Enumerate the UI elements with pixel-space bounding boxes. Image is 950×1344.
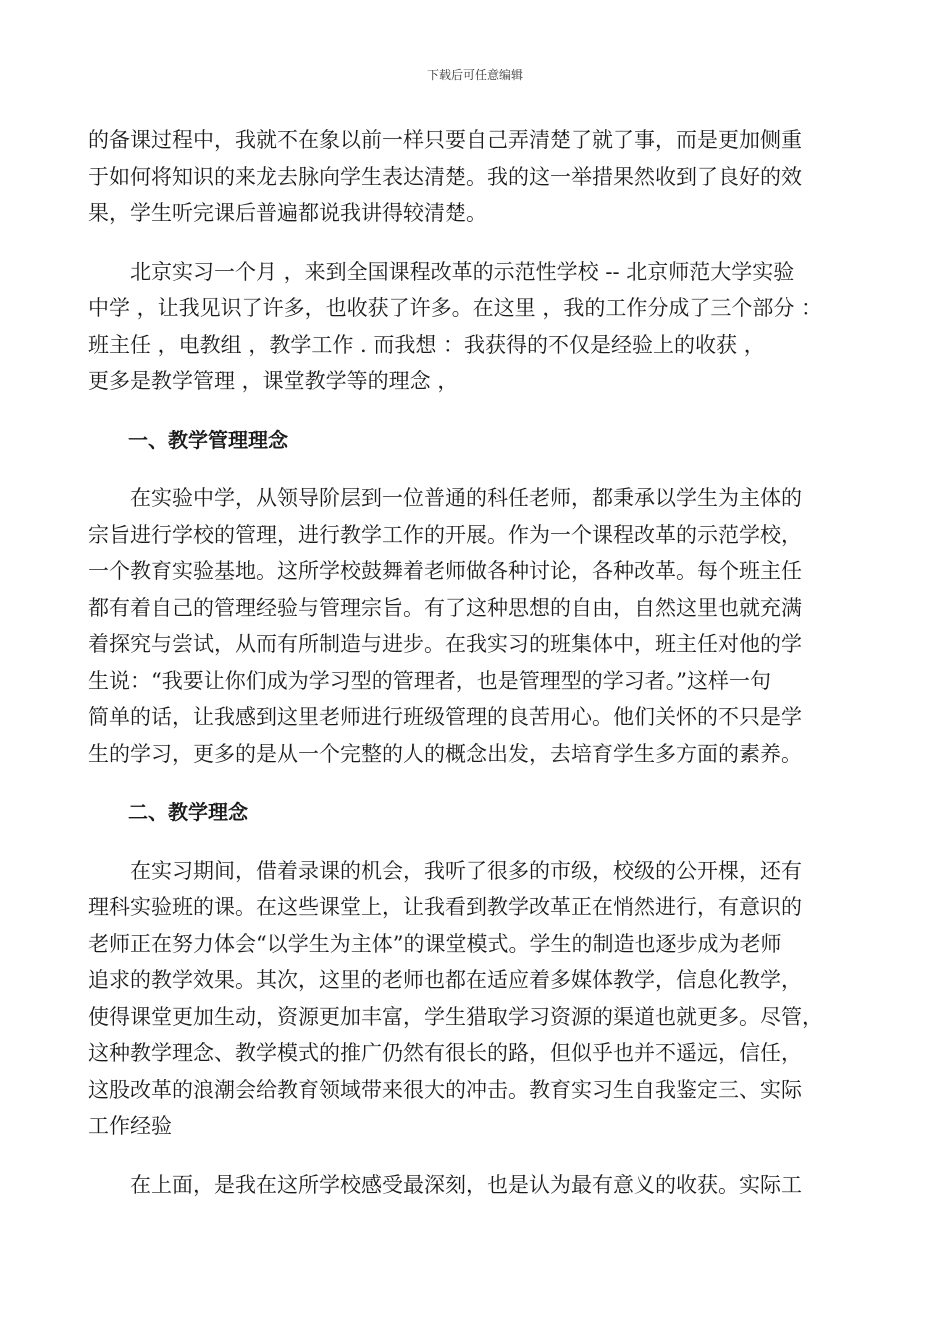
text-line: 宗旨进行学校的管理，进行教学工作的开展。作为一个课程改革的示范学校， (88, 522, 802, 547)
paragraph-2 (88, 254, 878, 400)
text-line: 生说：“我要让你们成为学习型的管理者，也是管理型的学习者。”这样一句 (88, 668, 771, 693)
text-line: 一个教育实验基地。这所学校鼓舞着老师做各种讨论，各种改革。每个班主任 (88, 559, 802, 583)
text-line: 的备课过程中，我就不在象以前一样只要自己弄清楚了就了事，而是更加侧重 (88, 128, 802, 152)
text-line: 于如何将知识的来龙去脉向学生表达清楚。我的这一举措果然收到了良好的效 (88, 164, 802, 189)
text-line: 生的学习，更多的是从一个完整的人的概念出发，去培育学生多方面的素养。 (88, 741, 802, 766)
paragraph-3 (88, 480, 878, 772)
text-line: 在上面，是我在这所学校感受最深刻，也是认为最有意义的收获。实际工 (88, 1172, 802, 1197)
text-line: 这股改革的浪潮会给教育领域带来很大的冲击。教育实习生自我鉴定三、实际 (88, 1077, 802, 1102)
text-line: 老师正在努力体会“以学生为主体”的课堂模式。学生的制造也逐步成为老师 (88, 931, 782, 956)
text-line: 中学 ，让我见识了许多，也收获了许多。在这里 ，我的工作分成了三个部分 ： (88, 296, 823, 320)
text-line: 理科实验班的课。在这些课堂上，让我看到教学改革正在悄然进行，有意识的 (88, 895, 802, 919)
section-heading-2: 二、教学理念 (88, 800, 248, 824)
text-line: 都有着自己的管理经验与管理宗旨。有了这种思想的自由，自然这里也就充满 (88, 595, 802, 620)
text-line: 这种教学理念、教学模式的推广仍然有很长的路，但似乎也并不遥远，信任， (88, 1041, 802, 1065)
text-line: 使得课堂更加生动，资源更加丰富，学生猎取学习资源的渠道也就更多。尽管， (88, 1004, 823, 1029)
paragraph-5 (88, 1167, 878, 1204)
text-line: 班主任 ，电教组 ，教学工作 . 而我想 ：我获得的不仅是经验上的收获 ， (88, 332, 765, 357)
text-line: 着探究与尝试，从而有所制造与进步。在我实习的班集体中，班主任对他的学 (88, 632, 802, 656)
text-line: 在实验中学，从领导阶层到一位普通的科任老师，都秉承以学生为主体的 (88, 486, 802, 510)
text-line: 果，学生听完课后普遍都说我讲得较清楚。 (88, 201, 487, 225)
text-line: 简单的话，让我感到这里老师进行班级管理的良苦用心。他们关怀的不只是学 (88, 705, 802, 729)
text-line: 追求的教学效果。其次，这里的老师也都在适应着多媒体教学，信息化教学， (88, 968, 802, 992)
page-header: 下载后可任意编辑 (426, 68, 523, 82)
paragraph-1 (88, 122, 878, 232)
section-heading-1: 一、教学管理理念 (88, 427, 288, 452)
document-body (88, 122, 878, 1203)
text-line: 工作经验 (88, 1114, 172, 1138)
paragraph-4 (88, 853, 878, 1145)
text-line: 在实习期间，借着录课的机会，我听了很多的市级，校级的公开棵，还有 (88, 858, 802, 883)
text-line: 更多是教学管理 ，课堂教学等的理念 ， (88, 369, 459, 393)
text-line: 北京实习一个月 ，来到全国课程改革的示范性学校 -- 北京师范大学实验 (88, 259, 795, 284)
